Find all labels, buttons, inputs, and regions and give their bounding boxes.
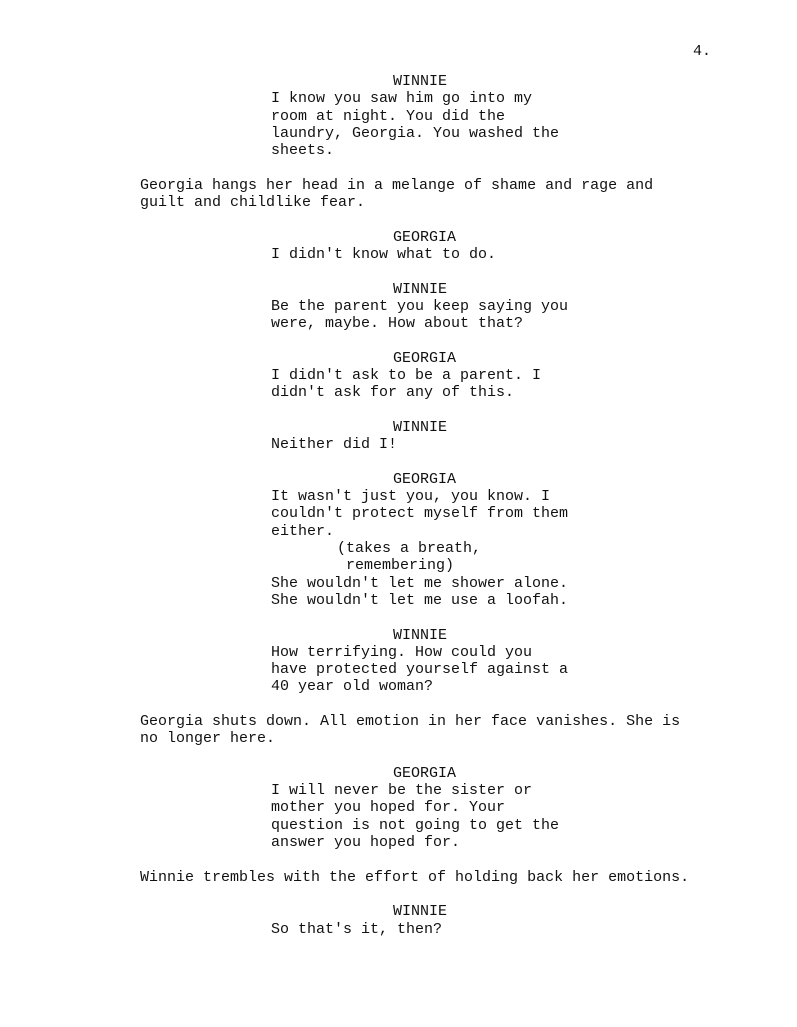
dialogue-block	[0, 921, 797, 938]
page-number: 4.	[693, 43, 712, 60]
dialogue-line: have protected yourself against a	[271, 661, 569, 679]
action-line: no longer here.	[140, 730, 276, 748]
dialogue-block	[0, 90, 797, 159]
dialogue-line: I didn't know what to do.	[271, 245, 497, 263]
dialogue-block	[0, 488, 797, 609]
character-cue	[0, 229, 797, 246]
character-name: GEORGIA	[393, 470, 457, 488]
dialogue-line: Neither did I!	[271, 436, 398, 454]
dialogue-line: didn't ask for any of this.	[271, 384, 515, 402]
action-block	[0, 869, 797, 886]
dialogue-line: question is not going to get the	[271, 816, 560, 834]
character-name: WINNIE	[393, 903, 448, 921]
dialogue-line: She wouldn't let me shower alone.	[271, 574, 569, 592]
action-block	[0, 713, 797, 748]
dialogue-line: It wasn't just you, you know. I	[271, 488, 551, 506]
action-line: Winnie trembles with the effort of holding back her emotions.	[140, 868, 690, 886]
character-cue	[0, 281, 797, 298]
dialogue-line: were, maybe. How about that?	[271, 315, 524, 333]
dialogue-line: I didn't ask to be a parent. I	[271, 367, 542, 385]
dialogue-line: mother you hoped for. Your	[271, 799, 506, 817]
dialogue-block	[0, 644, 797, 696]
parenthetical-line: (takes a breath,	[337, 540, 482, 558]
dialogue-line: She wouldn't let me use a loofah.	[271, 591, 569, 609]
character-name: GEORGIA	[393, 349, 457, 367]
parenthetical-line: remembering)	[346, 557, 455, 575]
dialogue-line: I will never be the sister or	[271, 782, 533, 800]
dialogue-line: sheets.	[271, 142, 335, 160]
script-body	[0, 73, 797, 955]
dialogue-block	[0, 298, 797, 333]
character-name: WINNIE	[393, 418, 448, 436]
character-cue	[0, 73, 797, 90]
dialogue-line: room at night. You did the	[271, 107, 506, 125]
character-cue	[0, 419, 797, 436]
character-cue	[0, 765, 797, 782]
dialogue-block	[0, 246, 797, 263]
dialogue-line: 40 year old woman?	[271, 678, 434, 696]
dialogue-block	[0, 436, 797, 453]
character-name: WINNIE	[393, 626, 448, 644]
dialogue-line: couldn't protect myself from them	[271, 505, 569, 523]
character-name: GEORGIA	[393, 228, 457, 246]
character-name: WINNIE	[393, 73, 448, 90]
character-cue	[0, 627, 797, 644]
action-line: Georgia hangs her head in a melange of shame and rage and	[140, 176, 654, 194]
action-line: guilt and childlike fear.	[140, 194, 366, 212]
dialogue-line: So that's it, then?	[271, 920, 443, 938]
character-name: WINNIE	[393, 280, 448, 298]
dialogue-line: I know you saw him go into my	[271, 90, 533, 108]
action-block	[0, 177, 797, 212]
dialogue-block	[0, 782, 797, 851]
dialogue-line: Be the parent you keep saying you	[271, 297, 569, 315]
character-name: GEORGIA	[393, 764, 457, 782]
dialogue-line: laundry, Georgia. You washed the	[271, 124, 560, 142]
character-cue	[0, 903, 797, 920]
character-cue	[0, 471, 797, 488]
dialogue-block	[0, 367, 797, 402]
character-cue	[0, 350, 797, 367]
dialogue-line: answer you hoped for.	[271, 834, 461, 852]
dialogue-line: either.	[271, 522, 335, 540]
action-line: Georgia shuts down. All emotion in her face vanishes. She is	[140, 712, 681, 730]
dialogue-line: How terrifying. How could you	[271, 643, 533, 661]
